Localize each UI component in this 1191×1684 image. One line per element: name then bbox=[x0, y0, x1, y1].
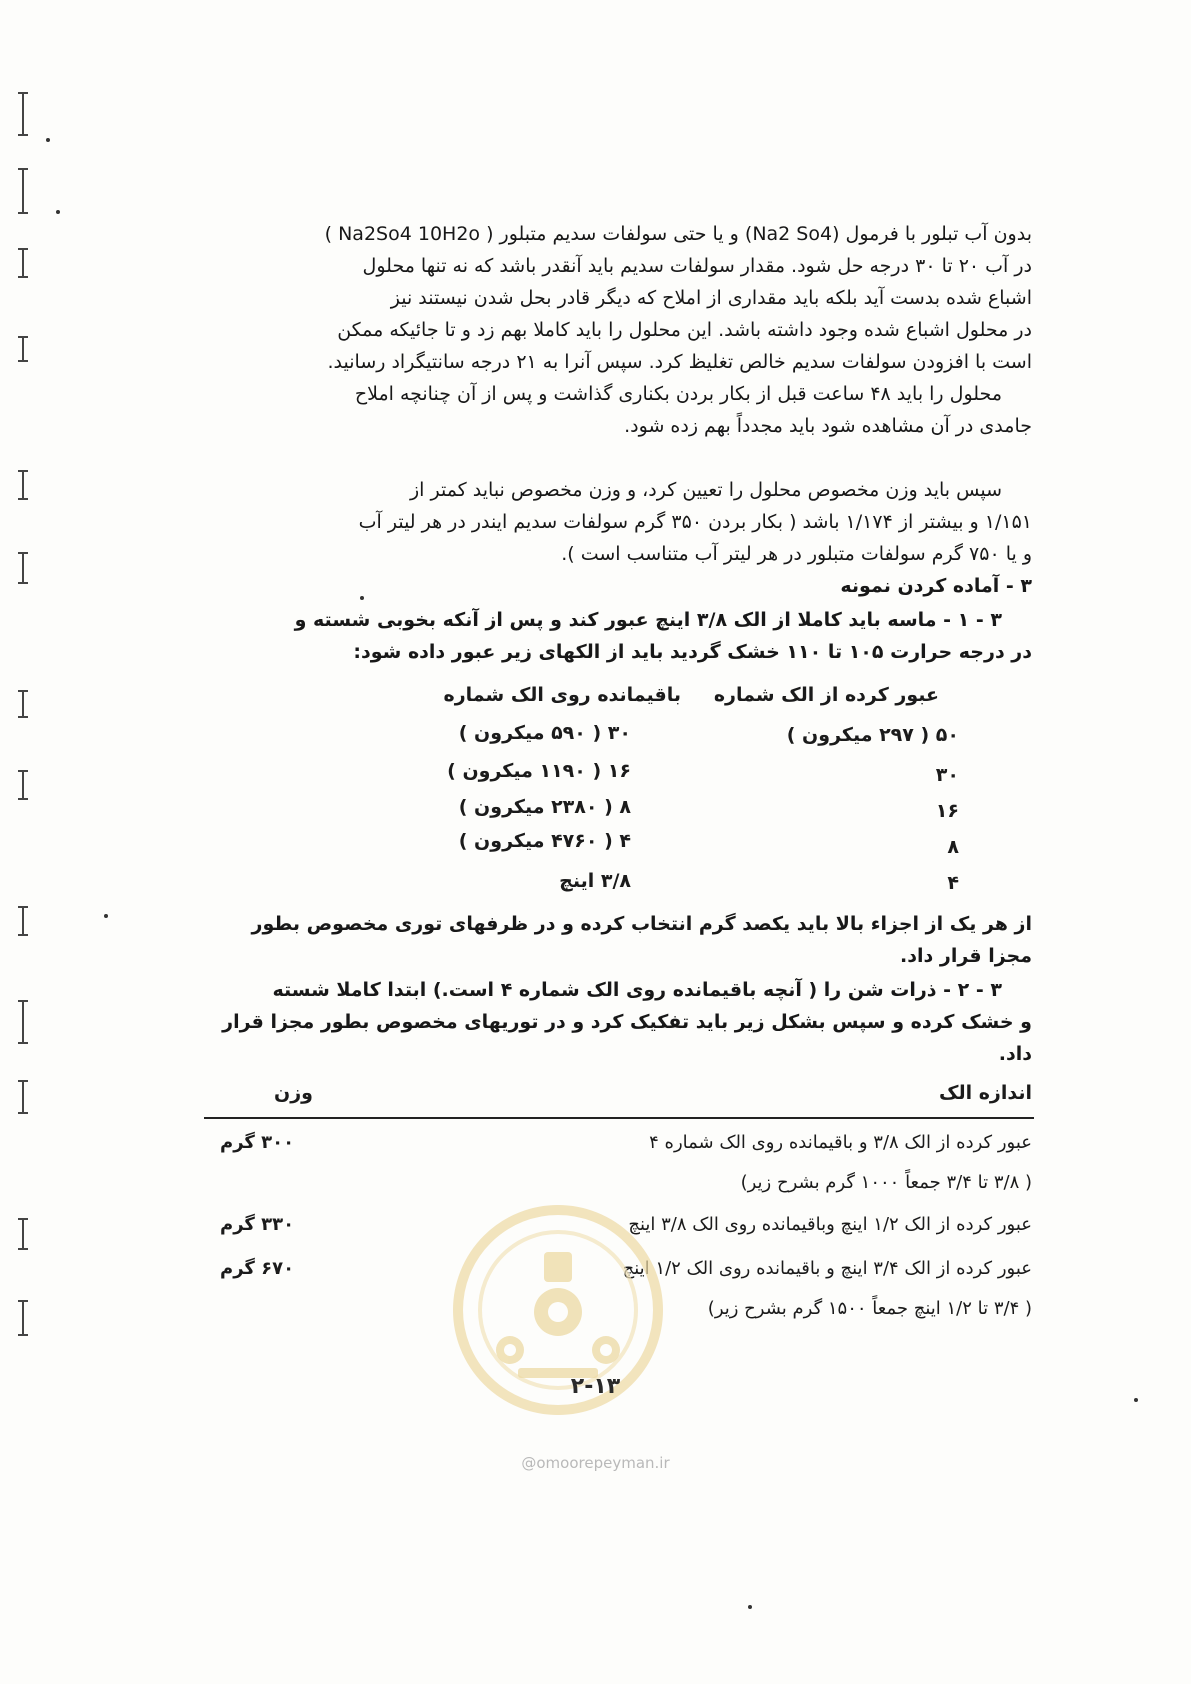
sieve-retained-cell: ۱۶ ( ۱۱۹۰ میکرون ) bbox=[447, 760, 631, 782]
weights-value: ۶۷۰ گرم bbox=[220, 1258, 295, 1279]
binder-mark bbox=[22, 470, 24, 500]
text-line: محلول را باید ۴۸ ساعت قبل از بکار بردن بکناری گذاشت و پس از آن چنانچه املاح bbox=[354, 383, 1002, 405]
page-number: ۲-۱۳ bbox=[570, 1374, 621, 1399]
text-line: ۳ - ۱ - ماسه باید کاملا از الک ۳/۸ اینچ عبور کند و پس از آنکه بخوبی شسته و bbox=[294, 609, 1002, 631]
text-line: اشباع شده بدست آید بلکه باید مقداری از املاح که دیگر قادر بحل شدن نیستند نیز bbox=[390, 287, 1032, 309]
sieve-passed-cell: ۴ bbox=[947, 872, 959, 894]
text-line: داد. bbox=[998, 1043, 1032, 1065]
binder-mark bbox=[22, 1218, 24, 1250]
binder-mark bbox=[22, 92, 24, 136]
sieve-retained-cell: ۳۰ ( ۵۹۰ میکرون ) bbox=[458, 722, 631, 744]
text-line: است با افزودن سولفات سدیم خالص تغلیظ کرد. سپس آنرا به ۲۱ درجه سانتیگراد رسانید. bbox=[327, 351, 1032, 373]
header-weight: وزن bbox=[274, 1082, 313, 1104]
binder-mark bbox=[22, 690, 24, 718]
watermark-url: @omoorepeyman.ir bbox=[521, 1454, 670, 1472]
binder-mark bbox=[22, 906, 24, 936]
text-line: جامدی در آن مشاهده شود باید مجدداً بهم زده شود. bbox=[624, 415, 1032, 437]
binder-mark bbox=[22, 1000, 24, 1044]
sieve-retained-cell: ۸ ( ۲۳۸۰ میکرون ) bbox=[458, 796, 631, 818]
scan-speck bbox=[46, 138, 50, 142]
binder-mark bbox=[22, 168, 24, 214]
text-line: در محلول اشباع شده وجود داشته باشد. این محلول را باید کاملا بهم زد و تا جائیکه ممکن bbox=[337, 319, 1032, 341]
sieve-passed-cell: ۱۶ bbox=[935, 800, 959, 822]
binder-mark bbox=[22, 1300, 24, 1336]
paragraph-6 bbox=[210, 974, 1032, 1070]
binder-mark bbox=[22, 1080, 24, 1114]
scan-speck bbox=[748, 1605, 752, 1609]
binder-mark bbox=[22, 336, 24, 362]
sieve-passed-cell: ۳۰ bbox=[935, 764, 959, 786]
sieve-passed-cell: ۸ bbox=[947, 836, 959, 858]
weights-value: ۳۰۰ گرم bbox=[220, 1132, 295, 1153]
text-line: بدون آب تبلور با فرمول (Na2 So4) و یا حتی سولفات سدیم متبلور ( Na2So4 10H2o ) bbox=[324, 223, 1032, 245]
text-line: در درجه حرارت ۱۰۵ تا ۱۱۰ خشک گردید باید از الکهای زیر عبور داده شود: bbox=[353, 641, 1032, 663]
sieve-retained-cell: ۴ ( ۴۷۶۰ میکرون ) bbox=[458, 830, 631, 852]
sieve-header-passed: عبور کرده از الک شماره bbox=[713, 684, 939, 706]
binder-mark bbox=[22, 770, 24, 800]
sieve-passed-cell: ۵۰ ( ۲۹۷ میکرون ) bbox=[786, 724, 959, 746]
weights-desc: ( ۳/۸ تا ۳/۴ جمعاً ۱۰۰۰ گرم بشرح زیر) bbox=[740, 1172, 1032, 1193]
text-line: ۳ - ۲ - ذرات شن را ( آنچه باقیمانده روی الک شماره ۴ است.) ابتدا کاملا شسته bbox=[272, 979, 1002, 1001]
weights-desc: عبور کرده از الک ۳/۸ و باقیمانده روی الک شماره ۴ bbox=[649, 1132, 1032, 1153]
text-line: مجزا قرار داد. bbox=[900, 945, 1032, 967]
scan-speck bbox=[56, 210, 60, 214]
paragraph-2 bbox=[210, 378, 1032, 442]
text-line: از هر یک از اجزاء بالا باید یکصد گرم انتخاب کرده و در ظرفهای توری مخصوص بطور bbox=[251, 913, 1032, 935]
text-line: و خشک کرده و سپس بشکل زیر باید تفکیک کرد و در توریهای مخصوص بطور مجزا قرار bbox=[222, 1011, 1032, 1033]
scan-speck bbox=[104, 914, 108, 918]
binder-mark bbox=[22, 552, 24, 584]
section-heading bbox=[210, 570, 1032, 602]
text-line: سپس باید وزن مخصوص محلول را تعیین کرد، و وزن مخصوص نباید کمتر از bbox=[409, 479, 1002, 501]
paragraph-1 bbox=[210, 218, 1032, 378]
paragraph-4 bbox=[210, 604, 1032, 668]
binder-mark bbox=[22, 248, 24, 278]
sieve-header-retained: باقیمانده روی الک شماره bbox=[443, 684, 681, 706]
text-line: و یا ۷۵۰ گرم سولفات متبلور در هر لیتر آب متناسب است ). bbox=[561, 543, 1032, 565]
paragraph-5 bbox=[210, 908, 1032, 972]
header-sieve-size: اندازه الک bbox=[938, 1082, 1032, 1104]
table-rule bbox=[204, 1117, 1034, 1119]
weights-value: ۳۳۰ گرم bbox=[220, 1214, 295, 1235]
paragraph-3 bbox=[210, 474, 1032, 570]
sieve-retained-cell: ۳/۸ اینچ bbox=[559, 870, 631, 892]
text-line: در آب ۲۰ تا ۳۰ درجه حل شود. مقدار سولفات سدیم باید آنقدر باشد که نه تنها محلول bbox=[362, 255, 1032, 277]
heading-text: ۳ - آماده کردن نمونه bbox=[840, 575, 1032, 597]
weights-desc: ( ۳/۴ تا ۱/۲ اینچ جمعاً ۱۵۰۰ گرم بشرح زیر) bbox=[707, 1298, 1032, 1319]
weights-desc: عبور کرده از الک ۱/۲ اینچ وباقیمانده روی الک ۳/۸ اینچ bbox=[628, 1214, 1032, 1235]
text-line: ۱/۱۵۱ و بیشتر از ۱/۱۷۴ باشد ( بکار بردن ۳۵۰ گرم سولفات سدیم ایندر در هر لیتر آب bbox=[358, 511, 1032, 533]
weights-desc: عبور کرده از الک ۳/۴ اینچ و باقیمانده روی الک ۱/۲ اینچ bbox=[622, 1258, 1032, 1279]
